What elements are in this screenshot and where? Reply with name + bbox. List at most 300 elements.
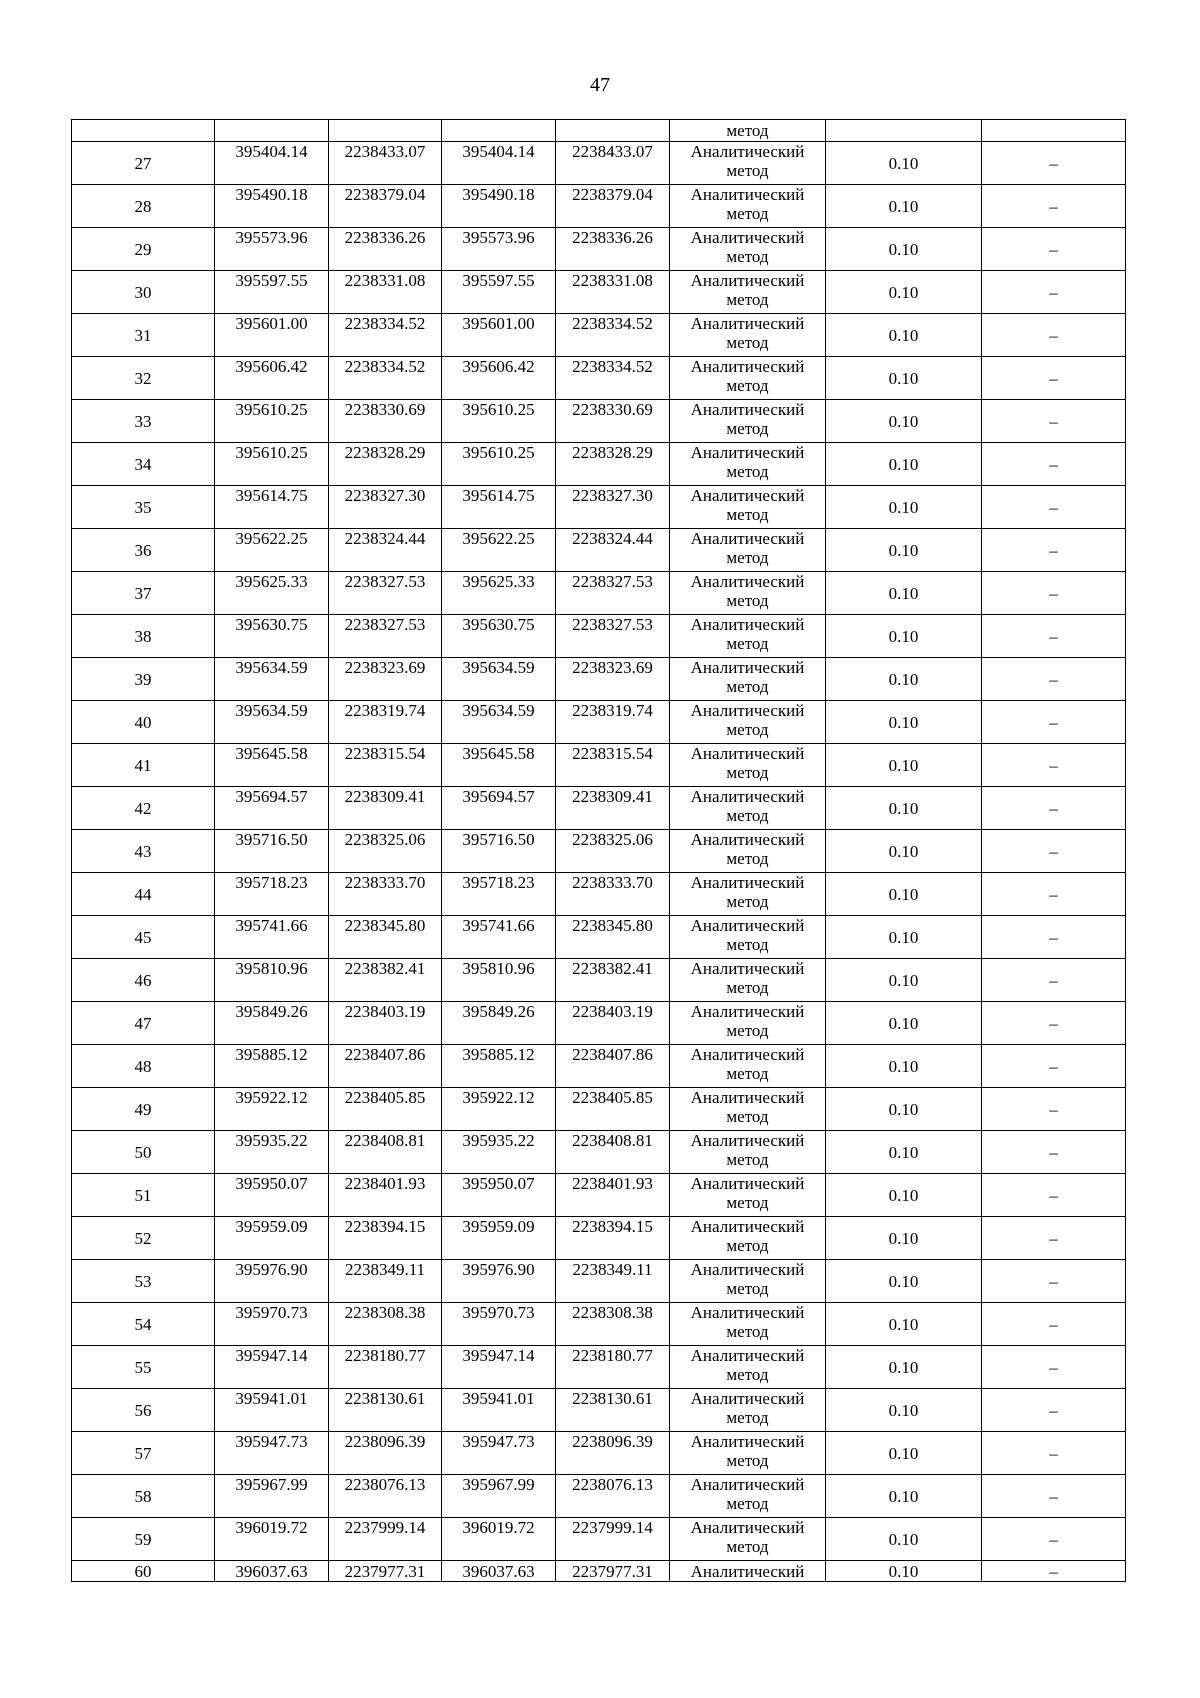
y-coordinate-cell: 2238334.52: [556, 357, 670, 400]
method-cell: [670, 1346, 826, 1389]
note-cell: –: [982, 185, 1126, 228]
method-line-1: Аналитический: [690, 142, 805, 161]
method-line-1: Аналитический: [690, 314, 805, 333]
method-cell: [670, 1045, 826, 1088]
method-line-2: метод: [726, 634, 769, 653]
method-line-1: Аналитический: [690, 1088, 805, 1107]
method-line-1: Аналитический: [690, 357, 805, 376]
x-coordinate-cell: 395601.00: [215, 314, 329, 357]
x-coordinate-cell: 395404.14: [442, 142, 556, 185]
point-number-cell: 40: [72, 701, 215, 744]
point-number-cell: 45: [72, 916, 215, 959]
note-cell: –: [982, 658, 1126, 701]
note-cell: –: [982, 1561, 1126, 1582]
point-number-cell: 37: [72, 572, 215, 615]
note-cell: –: [982, 228, 1126, 271]
y-coordinate-cell: 2238401.93: [556, 1174, 670, 1217]
x-coordinate-cell: 395810.96: [215, 959, 329, 1002]
x-coordinate-cell: 395610.25: [442, 443, 556, 486]
y-coordinate-cell: 2238319.74: [556, 701, 670, 744]
precision-cell: 0.10: [826, 787, 982, 830]
method-line-1: Аналитический: [690, 529, 805, 548]
table-row: [72, 271, 1126, 314]
x-coordinate-cell: 395606.42: [215, 357, 329, 400]
table-row: [72, 916, 1126, 959]
x-coordinate-cell: 395622.25: [215, 529, 329, 572]
method-cell: [670, 873, 826, 916]
x-coordinate-cell: 395630.75: [215, 615, 329, 658]
method-cell: [670, 486, 826, 529]
point-number-cell: 29: [72, 228, 215, 271]
y-coordinate-cell: 2238324.44: [556, 529, 670, 572]
y-coordinate-cell: 2238382.41: [329, 959, 442, 1002]
x-coordinate-cell: 395967.99: [442, 1475, 556, 1518]
point-number-cell: 33: [72, 400, 215, 443]
method-line-1: Аналитический: [690, 271, 805, 290]
y-coordinate-cell: 2238319.74: [329, 701, 442, 744]
method-cell: метод: [670, 120, 826, 142]
precision-cell: 0.10: [826, 1260, 982, 1303]
method-line-1: Аналитический: [690, 1303, 805, 1322]
table-row: [72, 529, 1126, 572]
x-coordinate-cell: 395610.25: [215, 400, 329, 443]
table-cell: [72, 120, 215, 142]
method-line-1: Аналитический: [690, 701, 805, 720]
precision-cell: 0.10: [826, 1045, 982, 1088]
y-coordinate-cell: 2238433.07: [556, 142, 670, 185]
point-number-cell: 42: [72, 787, 215, 830]
x-coordinate-cell: 395950.07: [215, 1174, 329, 1217]
x-coordinate-cell: 395935.22: [215, 1131, 329, 1174]
x-coordinate-cell: 395694.57: [442, 787, 556, 830]
note-cell: –: [982, 1389, 1126, 1432]
precision-cell: 0.10: [826, 1303, 982, 1346]
x-coordinate-cell: 396019.72: [442, 1518, 556, 1561]
point-number-cell: 34: [72, 443, 215, 486]
x-coordinate-cell: 395718.23: [442, 873, 556, 916]
table-row: [72, 1475, 1126, 1518]
y-coordinate-cell: 2238327.30: [329, 486, 442, 529]
precision-cell: 0.10: [826, 443, 982, 486]
method-line-1: Аналитический: [690, 744, 805, 763]
method-line-1: Аналитический: [690, 1389, 805, 1408]
note-cell: –: [982, 529, 1126, 572]
x-coordinate-cell: 395404.14: [215, 142, 329, 185]
x-coordinate-cell: 395614.75: [442, 486, 556, 529]
precision-cell: 0.10: [826, 873, 982, 916]
x-coordinate-cell: 395959.09: [215, 1217, 329, 1260]
method-line-2: метод: [726, 849, 769, 868]
method-cell: [670, 1174, 826, 1217]
method-line-2: метод: [726, 333, 769, 352]
method-line-1: Аналитический: [690, 228, 805, 247]
precision-cell: 0.10: [826, 1475, 982, 1518]
x-coordinate-cell: 395922.12: [215, 1088, 329, 1131]
note-cell: –: [982, 1174, 1126, 1217]
note-cell: –: [982, 959, 1126, 1002]
table-row: [72, 1131, 1126, 1174]
method-line-1: Аналитический: [690, 1432, 805, 1451]
y-coordinate-cell: 2238315.54: [556, 744, 670, 787]
method-cell: [670, 744, 826, 787]
x-coordinate-cell: 395625.33: [215, 572, 329, 615]
y-coordinate-cell: 2238130.61: [556, 1389, 670, 1432]
table-row: [72, 443, 1126, 486]
y-coordinate-cell: 2238331.08: [329, 271, 442, 314]
point-number-cell: 54: [72, 1303, 215, 1346]
method-cell: [670, 142, 826, 185]
point-number-cell: 57: [72, 1432, 215, 1475]
y-coordinate-cell: 2238394.15: [329, 1217, 442, 1260]
x-coordinate-cell: 395645.58: [215, 744, 329, 787]
method-cell: [670, 1303, 826, 1346]
x-coordinate-cell: 395630.75: [442, 615, 556, 658]
method-line-1: Аналитический: [690, 1346, 805, 1365]
x-coordinate-cell: 395741.66: [442, 916, 556, 959]
method-line-1: Аналитический: [690, 1475, 805, 1494]
precision-cell: 0.10: [826, 1217, 982, 1260]
y-coordinate-cell: 2238349.11: [329, 1260, 442, 1303]
point-number-cell: 27: [72, 142, 215, 185]
page-number: 47: [590, 74, 610, 96]
x-coordinate-cell: 395597.55: [442, 271, 556, 314]
precision-cell: 0.10: [826, 1002, 982, 1045]
method-cell: [670, 443, 826, 486]
y-coordinate-cell: 2238407.86: [556, 1045, 670, 1088]
y-coordinate-cell: 2238130.61: [329, 1389, 442, 1432]
method-line-2: метод: [726, 806, 769, 825]
method-cell: [670, 1217, 826, 1260]
y-coordinate-cell: 2238180.77: [329, 1346, 442, 1389]
method-cell: [670, 1002, 826, 1045]
point-number-cell: 59: [72, 1518, 215, 1561]
precision-cell: 0.10: [826, 314, 982, 357]
note-cell: –: [982, 615, 1126, 658]
x-coordinate-cell: 395694.57: [215, 787, 329, 830]
point-number-cell: 35: [72, 486, 215, 529]
method-line-2: метод: [726, 247, 769, 266]
y-coordinate-cell: 2238382.41: [556, 959, 670, 1002]
note-cell: –: [982, 443, 1126, 486]
y-coordinate-cell: 2238096.39: [556, 1432, 670, 1475]
y-coordinate-cell: 2238379.04: [329, 185, 442, 228]
method-line-2: метод: [726, 548, 769, 567]
point-number-cell: 46: [72, 959, 215, 1002]
table-row: [72, 959, 1126, 1002]
method-line-2: метод: [726, 677, 769, 696]
method-line-2: метод: [726, 935, 769, 954]
y-coordinate-cell: 2238308.38: [329, 1303, 442, 1346]
x-coordinate-cell: 395610.25: [215, 443, 329, 486]
x-coordinate-cell: 395716.50: [442, 830, 556, 873]
method-line-2: метод: [726, 892, 769, 911]
y-coordinate-cell: 2238336.26: [329, 228, 442, 271]
table-row: [72, 400, 1126, 443]
note-cell: –: [982, 314, 1126, 357]
point-number-cell: 60: [72, 1561, 215, 1582]
precision-cell: 0.10: [826, 357, 982, 400]
table-row: [72, 1303, 1126, 1346]
method-line-2: метод: [726, 1021, 769, 1040]
method-line-2: метод: [726, 1064, 769, 1083]
method-cell: [670, 400, 826, 443]
method-line-2: метод: [726, 1150, 769, 1169]
note-cell: –: [982, 744, 1126, 787]
method-line-2: метод: [726, 1537, 769, 1556]
y-coordinate-cell: 2238076.13: [329, 1475, 442, 1518]
method-line-2: метод: [726, 1279, 769, 1298]
y-coordinate-cell: 2238349.11: [556, 1260, 670, 1303]
method-line-2: метод: [726, 1494, 769, 1513]
method-line-1: Аналитический: [690, 400, 805, 419]
point-number-cell: 50: [72, 1131, 215, 1174]
y-coordinate-cell: 2238323.69: [329, 658, 442, 701]
method-cell: [670, 701, 826, 744]
method-cell: [670, 1432, 826, 1475]
method-line-1: Аналитический: [690, 615, 805, 634]
y-coordinate-cell: 2238408.81: [329, 1131, 442, 1174]
x-coordinate-cell: 395634.59: [215, 658, 329, 701]
precision-cell: 0.10: [826, 615, 982, 658]
precision-cell: 0.10: [826, 959, 982, 1002]
x-coordinate-cell: 395573.96: [442, 228, 556, 271]
precision-cell: 0.10: [826, 228, 982, 271]
method-cell: [670, 271, 826, 314]
method-line-2: метод: [726, 290, 769, 309]
table-row: [72, 1045, 1126, 1088]
note-cell: –: [982, 142, 1126, 185]
y-coordinate-cell: 2238403.19: [556, 1002, 670, 1045]
method-line-1: Аналитический: [690, 185, 805, 204]
note-cell: –: [982, 1303, 1126, 1346]
method-cell: [670, 1475, 826, 1518]
y-coordinate-cell: 2238334.52: [329, 357, 442, 400]
precision-cell: 0.10: [826, 658, 982, 701]
table-row: [72, 1389, 1126, 1432]
method-line-2: метод: [726, 1408, 769, 1427]
y-coordinate-cell: 2238330.69: [556, 400, 670, 443]
x-coordinate-cell: 395634.59: [215, 701, 329, 744]
y-coordinate-cell: 2238323.69: [556, 658, 670, 701]
y-coordinate-cell: 2238325.06: [556, 830, 670, 873]
precision-cell: 0.10: [826, 572, 982, 615]
y-coordinate-cell: 2238327.30: [556, 486, 670, 529]
method-line-1: Аналитический: [690, 1002, 805, 1021]
precision-cell: 0.10: [826, 1131, 982, 1174]
note-cell: –: [982, 400, 1126, 443]
table-row: [72, 1346, 1126, 1389]
y-coordinate-cell: 2238309.41: [556, 787, 670, 830]
table-cell: [442, 120, 556, 142]
y-coordinate-cell: 2238405.85: [329, 1088, 442, 1131]
x-coordinate-cell: 395970.73: [442, 1303, 556, 1346]
y-coordinate-cell: 2238345.80: [329, 916, 442, 959]
point-number-cell: 38: [72, 615, 215, 658]
method-cell: Аналитический: [670, 1561, 826, 1582]
x-coordinate-cell: 395718.23: [215, 873, 329, 916]
table-row: [72, 1432, 1126, 1475]
method-line-2: метод: [726, 1365, 769, 1384]
x-coordinate-cell: 395625.33: [442, 572, 556, 615]
method-cell: [670, 615, 826, 658]
point-number-cell: 49: [72, 1088, 215, 1131]
point-number-cell: 31: [72, 314, 215, 357]
method-line-2: метод: [726, 161, 769, 180]
table-row: [72, 1561, 1126, 1582]
method-line-1: Аналитический: [690, 959, 805, 978]
precision-cell: 0.10: [826, 271, 982, 314]
x-coordinate-cell: 395601.00: [442, 314, 556, 357]
method-cell: [670, 1389, 826, 1432]
precision-cell: 0.10: [826, 1432, 982, 1475]
x-coordinate-cell: 395634.59: [442, 658, 556, 701]
y-coordinate-cell: 2238327.53: [329, 572, 442, 615]
table-row: [72, 228, 1126, 271]
precision-cell: 0.10: [826, 701, 982, 744]
method-line-1: Аналитический: [690, 1045, 805, 1064]
method-line-1: Аналитический: [690, 830, 805, 849]
table-row: [72, 701, 1126, 744]
method-line-2: метод: [726, 419, 769, 438]
note-cell: –: [982, 1518, 1126, 1561]
y-coordinate-cell: 2238327.53: [556, 572, 670, 615]
precision-cell: 0.10: [826, 1518, 982, 1561]
table-continued-row: [72, 120, 1126, 142]
point-number-cell: 47: [72, 1002, 215, 1045]
note-cell: –: [982, 271, 1126, 314]
precision-cell: 0.10: [826, 1346, 982, 1389]
x-coordinate-cell: 395941.01: [215, 1389, 329, 1432]
x-coordinate-cell: 395716.50: [215, 830, 329, 873]
note-cell: –: [982, 873, 1126, 916]
note-cell: –: [982, 1002, 1126, 1045]
note-cell: –: [982, 916, 1126, 959]
method-line-1: Аналитический: [690, 572, 805, 591]
method-line-2: метод: [726, 1107, 769, 1126]
method-line-2: метод: [726, 376, 769, 395]
precision-cell: 0.10: [826, 185, 982, 228]
precision-cell: 0.10: [826, 744, 982, 787]
note-cell: –: [982, 357, 1126, 400]
x-coordinate-cell: 395976.90: [215, 1260, 329, 1303]
table-row: [72, 615, 1126, 658]
x-coordinate-cell: 395597.55: [215, 271, 329, 314]
table-row: [72, 1260, 1126, 1303]
note-cell: –: [982, 572, 1126, 615]
table-row: [72, 185, 1126, 228]
x-coordinate-cell: 395976.90: [442, 1260, 556, 1303]
note-cell: –: [982, 701, 1126, 744]
x-coordinate-cell: 395970.73: [215, 1303, 329, 1346]
table-cell: [556, 120, 670, 142]
x-coordinate-cell: 395634.59: [442, 701, 556, 744]
y-coordinate-cell: 2238315.54: [329, 744, 442, 787]
x-coordinate-cell: 395885.12: [215, 1045, 329, 1088]
x-coordinate-cell: 395606.42: [442, 357, 556, 400]
method-cell: [670, 228, 826, 271]
y-coordinate-cell: 2238333.70: [556, 873, 670, 916]
table-row: [72, 830, 1126, 873]
y-coordinate-cell: 2238333.70: [329, 873, 442, 916]
table-row: [72, 1518, 1126, 1561]
table-row: [72, 1002, 1126, 1045]
method-line-2: метод: [726, 978, 769, 997]
method-cell: [670, 357, 826, 400]
table-row: [72, 744, 1126, 787]
y-coordinate-cell: 2238309.41: [329, 787, 442, 830]
table-row: [72, 1174, 1126, 1217]
x-coordinate-cell: 395935.22: [442, 1131, 556, 1174]
method-cell: [670, 314, 826, 357]
method-line-1: Аналитический: [690, 1518, 805, 1537]
x-coordinate-cell: 395947.14: [215, 1346, 329, 1389]
method-cell: [670, 830, 826, 873]
table-cell: [826, 120, 982, 142]
y-coordinate-cell: 2238401.93: [329, 1174, 442, 1217]
method-cell: [670, 529, 826, 572]
point-number-cell: 56: [72, 1389, 215, 1432]
x-coordinate-cell: 395947.73: [215, 1432, 329, 1475]
method-line-1: Аналитический: [690, 486, 805, 505]
y-coordinate-cell: 2238180.77: [556, 1346, 670, 1389]
y-coordinate-cell: 2238334.52: [329, 314, 442, 357]
x-coordinate-cell: 395922.12: [442, 1088, 556, 1131]
table-cell: [215, 120, 329, 142]
y-coordinate-cell: 2237977.31: [556, 1561, 670, 1582]
method-cell: [670, 1088, 826, 1131]
method-line-2: метод: [726, 1193, 769, 1212]
x-coordinate-cell: 395967.99: [215, 1475, 329, 1518]
point-number-cell: 36: [72, 529, 215, 572]
precision-cell: 0.10: [826, 400, 982, 443]
note-cell: –: [982, 1346, 1126, 1389]
precision-cell: 0.10: [826, 529, 982, 572]
y-coordinate-cell: 2237999.14: [329, 1518, 442, 1561]
method-line-1: Аналитический: [690, 787, 805, 806]
x-coordinate-cell: 395885.12: [442, 1045, 556, 1088]
y-coordinate-cell: 2238330.69: [329, 400, 442, 443]
point-number-cell: 52: [72, 1217, 215, 1260]
precision-cell: 0.10: [826, 830, 982, 873]
method-line-2: метод: [726, 505, 769, 524]
y-coordinate-cell: 2238328.29: [556, 443, 670, 486]
table-row: [72, 1088, 1126, 1131]
method-cell: [670, 916, 826, 959]
table-row: [72, 787, 1126, 830]
x-coordinate-cell: 395573.96: [215, 228, 329, 271]
table-row: [72, 658, 1126, 701]
point-number-cell: 53: [72, 1260, 215, 1303]
note-cell: –: [982, 1088, 1126, 1131]
table-row: [72, 873, 1126, 916]
note-cell: –: [982, 1432, 1126, 1475]
y-coordinate-cell: 2238336.26: [556, 228, 670, 271]
method-cell: [670, 1260, 826, 1303]
method-line-1: Аналитический: [690, 1131, 805, 1150]
point-number-cell: 58: [72, 1475, 215, 1518]
method-cell: [670, 787, 826, 830]
method-line-2: метод: [726, 1236, 769, 1255]
y-coordinate-cell: 2238327.53: [556, 615, 670, 658]
method-line-1: Аналитический: [690, 658, 805, 677]
method-cell: [670, 658, 826, 701]
y-coordinate-cell: 2238345.80: [556, 916, 670, 959]
x-coordinate-cell: 395610.25: [442, 400, 556, 443]
table-row: [72, 572, 1126, 615]
method-line-1: Аналитический: [690, 443, 805, 462]
method-line-2: метод: [726, 462, 769, 481]
point-number-cell: 30: [72, 271, 215, 314]
